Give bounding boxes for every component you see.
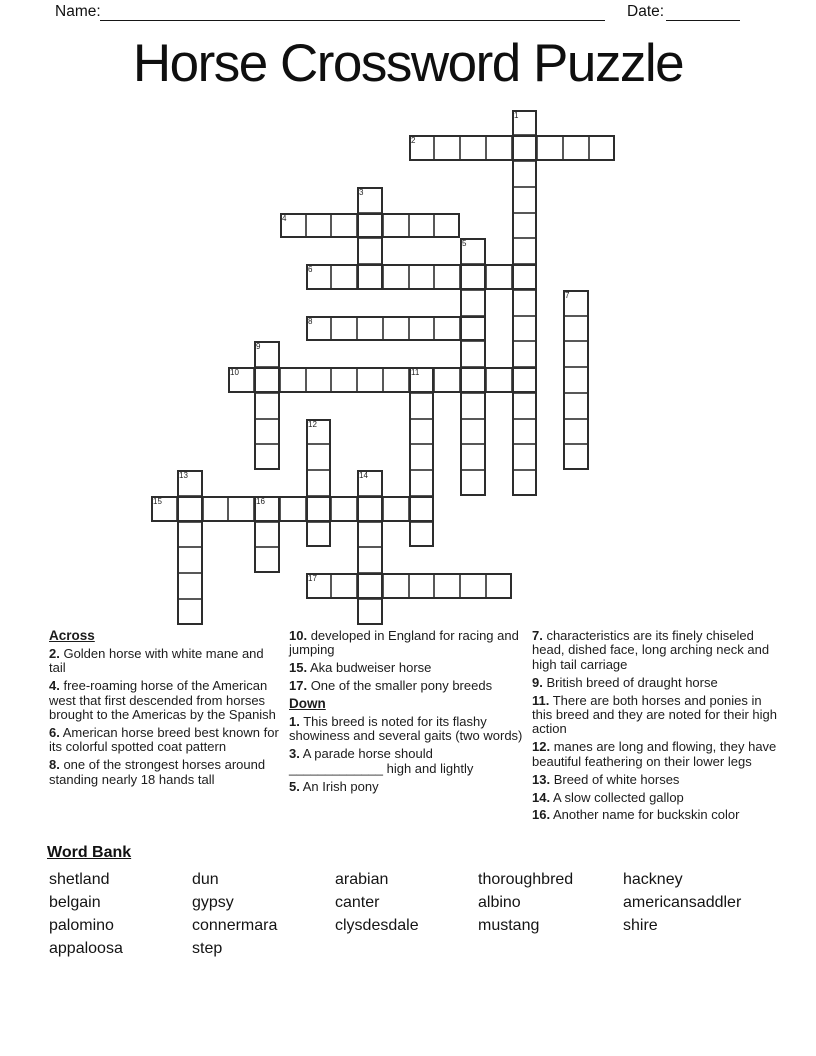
cell-number: 6 [308,265,313,274]
crossword-cell[interactable] [512,341,537,367]
cell-number: 1 [514,111,519,120]
cell-number: 9 [256,342,261,351]
crossword-cell[interactable] [460,316,486,341]
crossword-cell[interactable] [357,213,383,238]
crossword-cell[interactable] [460,135,486,161]
crossword-cell[interactable] [512,238,537,264]
cell-number: 13 [179,471,188,480]
crossword-cell[interactable] [409,393,434,419]
crossword-cell[interactable] [512,213,537,238]
word-bank-item: step [192,940,223,957]
crossword-cell[interactable] [254,419,280,444]
page-title: Horse Crossword Puzzle [132,34,684,93]
crossword-cell[interactable] [254,444,280,470]
word-bank-item: canter [335,894,380,911]
cell-number: 7 [565,291,570,300]
crossword-cell[interactable] [563,367,589,393]
crossword-cell[interactable] [177,522,203,547]
crossword-cell[interactable] [460,341,486,367]
clue-number: 6. [49,724,60,740]
clue-text: Golden horse with white mane and tail [49,645,264,676]
word-bank-item: shire [623,917,658,934]
word-bank-item: americansaddler [623,894,742,911]
crossword-cell[interactable] [563,444,589,470]
crossword-cell[interactable] [460,573,486,599]
crossword-cell[interactable] [306,213,331,238]
clue-text: manes are long and flowing, they have beautiful feathering on their lower legs [532,739,777,769]
clue-text: An Irish pony [299,778,379,794]
crossword-cell[interactable] [409,135,434,161]
crossword-cell[interactable] [383,213,409,238]
clue [532,773,782,787]
crossword-cell[interactable] [306,419,331,444]
crossword-cell[interactable] [512,316,537,341]
crossword-cell[interactable] [537,135,563,161]
crossword-cell[interactable] [409,470,434,496]
clue-number: 9. [532,674,543,690]
clue [532,629,782,672]
crossword-cell[interactable] [306,316,331,341]
clue-text: Aka budweiser horse [307,660,432,676]
crossword-cell[interactable] [177,573,203,599]
clue-number: 10. [289,628,308,643]
crossword-cell[interactable] [254,547,280,573]
crossword-cell[interactable] [434,316,460,341]
clue-number: 4. [49,678,60,694]
clue-text: one of the strongest horses around standing nearly 18 hands tall [49,757,266,787]
clue [532,791,782,805]
crossword-cell[interactable] [512,290,537,316]
crossword-cell[interactable] [228,367,254,393]
crossword-cell[interactable] [409,419,434,444]
cell-number: 12 [308,420,317,429]
crossword-cell[interactable] [177,470,203,496]
word-bank [49,868,741,960]
crossword-cell[interactable] [512,419,537,444]
crossword-cell[interactable] [563,341,589,367]
clue-text: developed in England for racing and jumping [289,628,519,658]
clue-text: British breed of draught horse [542,674,718,690]
crossword-cell[interactable] [280,496,306,522]
cell-number: 2 [411,136,416,145]
crossword-cell[interactable] [203,496,228,522]
crossword-cell[interactable] [512,161,537,187]
crossword-cell[interactable] [357,470,383,496]
crossword-cell[interactable] [460,238,486,264]
clue-text: free-roaming horse of the American west that first descended from horses brought to the Americas by the Spanish [49,678,276,723]
crossword-cell[interactable] [460,470,486,496]
clue-text: A slow collected gallop [550,789,684,805]
date-label: Date: [627,3,665,20]
crossword-cell[interactable] [306,573,331,599]
clue [532,740,782,769]
crossword-cell[interactable] [512,135,537,161]
crossword-cell[interactable] [460,419,486,444]
crossword-cell[interactable] [254,522,280,547]
cell-number: 8 [308,317,313,326]
word-bank-item: belgain [49,894,101,911]
cell-number: 5 [462,239,467,248]
word-bank-label: Word Bank [47,844,132,861]
clue [532,808,782,822]
crossword-cell[interactable] [409,213,434,238]
clue-number: 14. [532,789,551,805]
cell-number: 15 [153,497,162,506]
clue-text: This breed is noted for its flashy showiness and several gaits (two words) [289,714,523,744]
crossword-cell[interactable] [357,316,383,341]
clue-number: 2. [49,645,60,661]
crossword-cell[interactable] [331,367,357,393]
word-bank-item: thoroughbred [478,871,574,888]
crossword-cell[interactable] [409,522,434,547]
word-bank-item: palomino [49,917,114,934]
clue-number: 12. [532,739,551,755]
word-bank-item: arabian [335,871,389,888]
clue-number: 16. [532,807,551,823]
clue-text: Breed of white horses [550,771,680,787]
crossword-cell[interactable] [383,367,409,393]
crossword-cell[interactable] [409,316,434,341]
clue [289,679,529,693]
clue-text: One of the smaller pony breeds [307,678,493,694]
clue [49,679,281,722]
clue-text: There are both horses and ponies in this breed and they are noted for their high action [532,692,777,737]
clue-number: 15. [289,660,308,676]
crossword-cell[interactable] [563,419,589,444]
clue-column [289,629,529,798]
crossword-cell[interactable] [512,470,537,496]
crossword-cell[interactable] [460,264,486,290]
crossword-cell[interactable] [306,496,331,522]
clue-number: 8. [49,757,60,773]
crossword-cell[interactable] [331,213,357,238]
crossword-cell[interactable] [254,393,280,419]
clue-number: 7. [532,628,543,643]
crossword-cell[interactable] [512,367,537,393]
crossword-cell[interactable] [177,599,203,625]
word-bank-item: albino [478,894,521,911]
crossword-cell[interactable] [331,264,357,290]
word-bank-item: mustang [478,917,540,934]
crossword-cell[interactable] [512,110,537,135]
cell-number: 16 [256,497,265,506]
name-label: Name: [55,3,101,20]
crossword-cell[interactable] [254,367,280,393]
crossword-cell[interactable] [589,135,615,161]
clue [289,780,529,794]
cell-number: 11 [411,368,420,377]
crossword-cell[interactable] [331,316,357,341]
crossword-cell[interactable] [460,444,486,470]
clue [289,661,529,675]
crossword-cell[interactable] [383,496,409,522]
clue [532,676,782,690]
crossword-cell[interactable] [280,367,306,393]
cell-number: 4 [282,214,287,223]
crossword-cell[interactable] [177,496,203,522]
crossword-cell[interactable] [357,238,383,264]
clue-number: 5. [289,778,300,794]
crossword-cell[interactable] [563,316,589,341]
clue [49,647,281,676]
word-bank-item: gypsy [192,894,234,911]
clue-column [49,629,281,791]
clue [532,694,782,737]
crossword-cell[interactable] [357,573,383,599]
crossword-cell[interactable] [357,187,383,213]
crossword-cell[interactable] [306,367,331,393]
crossword-cell[interactable] [460,393,486,419]
crossword-cell[interactable] [357,522,383,547]
crossword-cell[interactable] [306,470,331,496]
clue-number: 3. [289,746,300,762]
crossword-cell[interactable] [254,496,280,522]
clue-column [532,629,782,826]
crossword-cell[interactable] [434,573,460,599]
crossword-cell[interactable] [383,316,409,341]
word-bank-item: connermara [192,917,278,934]
crossword-cell[interactable] [331,573,357,599]
crossword-cell[interactable] [357,264,383,290]
crossword-cell[interactable] [331,496,357,522]
clue-number: 11. [532,692,550,708]
crossword-cell[interactable] [512,444,537,470]
word-bank-item: hackney [623,871,683,888]
crossword-cell[interactable] [357,599,383,625]
crossword-cell[interactable] [486,573,512,599]
word-bank-item: shetland [49,871,110,888]
crossword-cell[interactable] [434,367,460,393]
crossword-cell[interactable] [383,573,409,599]
crossword-cell[interactable] [512,187,537,213]
crossword-cell[interactable] [306,444,331,470]
crossword-cell[interactable] [512,393,537,419]
clue [49,726,281,755]
crossword-cell[interactable] [409,496,434,522]
clue-number: 13. [532,771,551,787]
crossword-cell[interactable] [563,290,589,316]
cell-number: 10 [230,368,239,377]
crossword-cell[interactable] [434,135,460,161]
crossword-cell[interactable] [357,496,383,522]
crossword-cell[interactable] [357,367,383,393]
clue-text: American horse breed best known for its colorful spotted coat pattern [49,724,279,755]
crossword-cell[interactable] [486,135,512,161]
cell-number: 17 [308,574,317,583]
crossword-cell[interactable] [460,367,486,393]
crossword-cell[interactable] [460,290,486,316]
word-bank-item: appaloosa [49,940,123,957]
crossword-cell[interactable] [512,264,537,290]
clue-text: characteristics are its finely chiseled head, dished face, long arching neck and high tail carriage [532,628,770,672]
clue [289,629,529,658]
crossword-cell[interactable] [409,444,434,470]
crossword-cell[interactable] [409,264,434,290]
crossword-cell[interactable] [151,496,177,522]
crossword-cell[interactable] [409,367,434,393]
crossword-cell[interactable] [254,341,280,367]
crossword-cell[interactable] [486,264,512,290]
crossword-cell[interactable] [306,264,331,290]
clue-text: A parade horse should _____________ high and lightly [289,746,474,776]
clue-text: Another name for buckskin color [550,807,740,823]
crossword-cell[interactable] [434,264,460,290]
crossword-cell[interactable] [383,264,409,290]
cell-number: 3 [359,188,364,197]
clues-header-across: Across [49,628,95,643]
clue [289,747,529,776]
crossword-cell[interactable] [357,547,383,573]
clue [49,758,281,787]
crossword-cell[interactable] [228,496,254,522]
crossword-cell[interactable] [563,135,589,161]
clue-number: 17. [289,678,308,694]
crossword-cell[interactable] [306,522,331,547]
clue [289,715,529,744]
word-bank-item: clysdesdale [335,917,419,934]
cell-number: 14 [359,471,368,480]
word-bank-item: dun [192,871,219,888]
crossword-cell[interactable] [486,367,512,393]
crossword-cell[interactable] [409,573,434,599]
clue-number: 1. [289,714,300,730]
crossword-cell[interactable] [280,213,306,238]
clues-header-down: Down [289,696,326,712]
crossword-cell[interactable] [563,393,589,419]
crossword-cell[interactable] [177,547,203,573]
crossword-cell[interactable] [434,213,460,238]
